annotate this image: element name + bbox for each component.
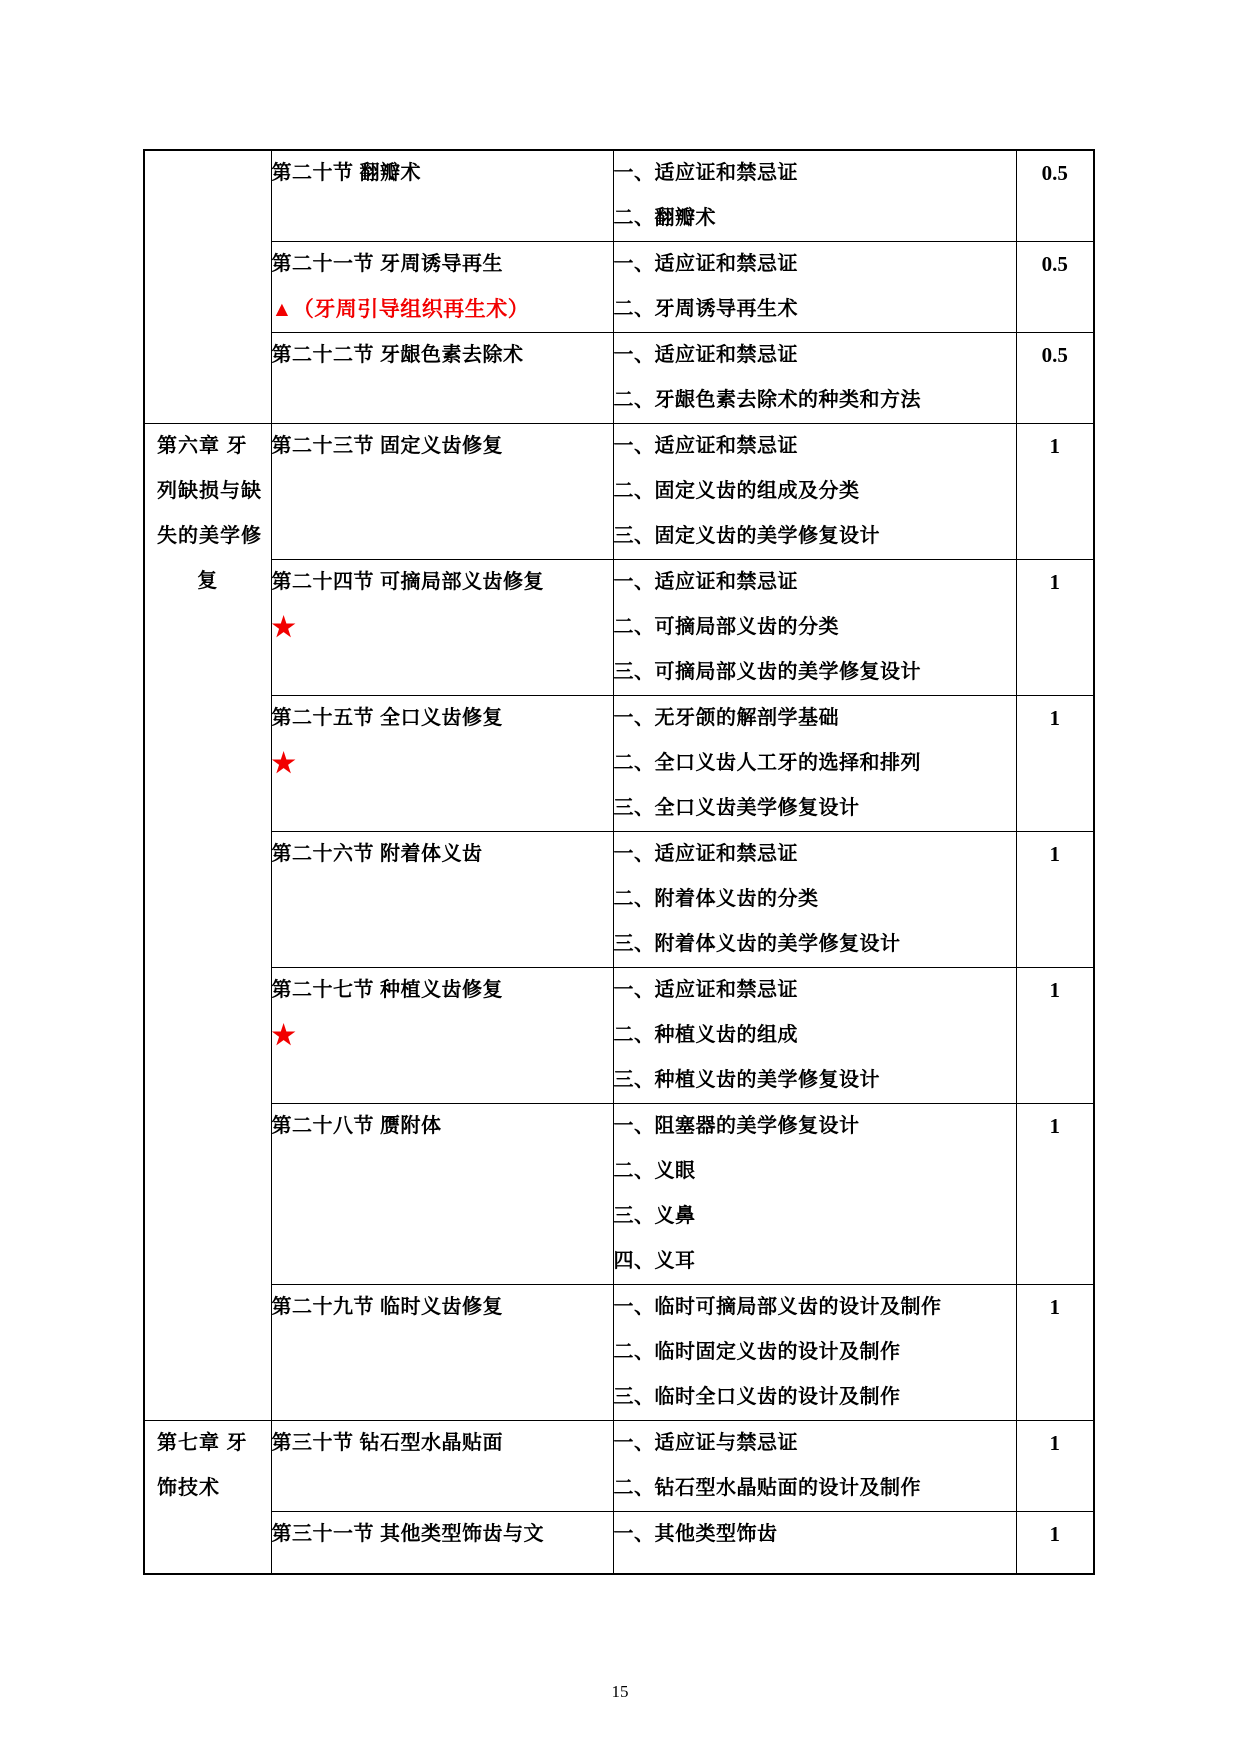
hours-value: 1 bbox=[1049, 706, 1060, 730]
content-item: 三、全口义齿美学修复设计 bbox=[613, 797, 860, 819]
hours-cell bbox=[1016, 1285, 1094, 1421]
content-item: 四、义耳 bbox=[613, 1250, 696, 1272]
chapter-title-line: 第六章 牙 bbox=[157, 435, 248, 457]
content-item: 一、无牙颌的解剖学基础 bbox=[613, 707, 839, 729]
hours-cell bbox=[1016, 696, 1094, 832]
content-item: 一、适应证和禁忌证 bbox=[613, 979, 798, 1001]
hours-value: 1 bbox=[1049, 570, 1060, 594]
hours-value: 1 bbox=[1049, 978, 1060, 1002]
section-title: 第二十三节 固定义齿修复 bbox=[271, 435, 504, 457]
table-row bbox=[144, 424, 1094, 560]
content-item: 二、种植义齿的组成 bbox=[613, 1024, 798, 1046]
content-item: 一、适应证和禁忌证 bbox=[613, 571, 798, 593]
section-cell bbox=[271, 968, 613, 1104]
chapter-cell bbox=[144, 424, 271, 1421]
section-cell bbox=[271, 1512, 613, 1574]
chapter-title-line: 失的美学修 bbox=[157, 525, 262, 547]
content-item: 二、全口义齿人工牙的选择和排列 bbox=[613, 752, 921, 774]
content-item: 一、适应证和禁忌证 bbox=[613, 162, 798, 184]
content-cell bbox=[613, 1421, 1016, 1512]
hours-value: 1 bbox=[1049, 1522, 1060, 1546]
content-cell bbox=[613, 242, 1016, 333]
section-title: 第三十节 钻石型水晶贴面 bbox=[271, 1432, 504, 1454]
table-row bbox=[144, 1104, 1094, 1285]
table-row bbox=[144, 1512, 1094, 1574]
chapter-title-line: 饰技术 bbox=[157, 1477, 220, 1499]
content-item: 二、临时固定义齿的设计及制作 bbox=[613, 1341, 901, 1363]
content-item: 二、义眼 bbox=[613, 1160, 696, 1182]
section-title: 第二十二节 牙龈色素去除术 bbox=[271, 344, 524, 366]
section-cell bbox=[271, 560, 613, 696]
star-icon: ★ bbox=[271, 748, 297, 778]
content-cell bbox=[613, 832, 1016, 968]
content-item: 二、钻石型水晶贴面的设计及制作 bbox=[613, 1477, 921, 1499]
section-title: 第二十六节 附着体义齿 bbox=[271, 843, 483, 865]
table-row bbox=[144, 333, 1094, 424]
content-item: 三、固定义齿的美学修复设计 bbox=[613, 525, 880, 547]
content-item: 三、可摘局部义齿的美学修复设计 bbox=[613, 661, 921, 683]
hours-value: 0.5 bbox=[1041, 161, 1068, 185]
hours-value: 0.5 bbox=[1041, 343, 1068, 367]
section-cell bbox=[271, 424, 613, 560]
table-row bbox=[144, 560, 1094, 696]
content-item: 二、可摘局部义齿的分类 bbox=[613, 616, 839, 638]
hours-cell bbox=[1016, 560, 1094, 696]
section-cell bbox=[271, 1104, 613, 1285]
section-title: 第二十四节 可摘局部义齿修复 bbox=[271, 571, 545, 593]
section-cell bbox=[271, 242, 613, 333]
star-icon: ★ bbox=[271, 612, 297, 642]
content-item: 三、临时全口义齿的设计及制作 bbox=[613, 1386, 901, 1408]
chapter-cell bbox=[144, 1421, 271, 1574]
table-row bbox=[144, 1285, 1094, 1421]
section-title: 第三十一节 其他类型饰齿与文 bbox=[271, 1523, 545, 1545]
hours-value: 1 bbox=[1049, 842, 1060, 866]
star-icon: ★ bbox=[271, 1020, 297, 1050]
content-item: 一、适应证与禁忌证 bbox=[613, 1432, 798, 1454]
hours-cell bbox=[1016, 1421, 1094, 1512]
section-title: 第二十七节 种植义齿修复 bbox=[271, 979, 504, 1001]
section-title: 第二十五节 全口义齿修复 bbox=[271, 707, 504, 729]
triangle-icon: ▲（牙周引导组织再生术） bbox=[271, 298, 530, 321]
content-item: 三、附着体义齿的美学修复设计 bbox=[613, 933, 901, 955]
chapter-title-line: 列缺损与缺 bbox=[157, 480, 262, 502]
table-row bbox=[144, 150, 1094, 242]
chapter-cell bbox=[144, 150, 271, 424]
section-title: 第二十节 翻瓣术 bbox=[271, 162, 422, 184]
page-number: 15 bbox=[611, 1682, 629, 1701]
section-title: 第二十八节 赝附体 bbox=[271, 1115, 442, 1137]
content-cell bbox=[613, 150, 1016, 242]
syllabus-table-body bbox=[144, 150, 1094, 1574]
table-row bbox=[144, 1421, 1094, 1512]
hours-value: 1 bbox=[1049, 1114, 1060, 1138]
section-cell bbox=[271, 1285, 613, 1421]
syllabus-table bbox=[143, 149, 1095, 1575]
table-row bbox=[144, 832, 1094, 968]
section-title: 第二十一节 牙周诱导再生 bbox=[271, 253, 504, 275]
hours-cell bbox=[1016, 1104, 1094, 1285]
content-item: 一、其他类型饰齿 bbox=[613, 1523, 778, 1545]
table-row bbox=[144, 696, 1094, 832]
section-cell bbox=[271, 832, 613, 968]
section-title: 第二十九节 临时义齿修复 bbox=[271, 1296, 504, 1318]
hours-cell bbox=[1016, 832, 1094, 968]
content-item: 三、种植义齿的美学修复设计 bbox=[613, 1069, 880, 1091]
content-item: 一、适应证和禁忌证 bbox=[613, 253, 798, 275]
content-item: 一、适应证和禁忌证 bbox=[613, 435, 798, 457]
content-item: 二、翻瓣术 bbox=[613, 207, 716, 229]
hours-cell bbox=[1016, 968, 1094, 1104]
section-cell bbox=[271, 150, 613, 242]
section-cell bbox=[271, 333, 613, 424]
content-item: 二、牙龈色素去除术的种类和方法 bbox=[613, 389, 921, 411]
chapter-title-line: 复 bbox=[197, 570, 219, 592]
hours-value: 1 bbox=[1049, 434, 1060, 458]
content-item: 一、适应证和禁忌证 bbox=[613, 344, 798, 366]
hours-cell bbox=[1016, 150, 1094, 242]
content-item: 二、附着体义齿的分类 bbox=[613, 888, 819, 910]
hours-value: 0.5 bbox=[1041, 252, 1068, 276]
content-cell bbox=[613, 560, 1016, 696]
content-item: 三、义鼻 bbox=[613, 1205, 696, 1227]
section-cell bbox=[271, 696, 613, 832]
hours-value: 1 bbox=[1049, 1295, 1060, 1319]
hours-cell bbox=[1016, 333, 1094, 424]
hours-cell bbox=[1016, 1512, 1094, 1574]
hours-cell bbox=[1016, 424, 1094, 560]
content-item: 一、适应证和禁忌证 bbox=[613, 843, 798, 865]
content-item: 一、阻塞器的美学修复设计 bbox=[613, 1115, 860, 1137]
section-cell bbox=[271, 1421, 613, 1512]
content-item: 一、临时可摘局部义齿的设计及制作 bbox=[613, 1296, 942, 1318]
content-cell bbox=[613, 1104, 1016, 1285]
table-row bbox=[144, 242, 1094, 333]
content-cell bbox=[613, 333, 1016, 424]
chapter-title-line: 第七章 牙 bbox=[157, 1432, 248, 1454]
content-item: 二、牙周诱导再生术 bbox=[613, 298, 798, 320]
hours-value: 1 bbox=[1049, 1431, 1060, 1455]
content-item: 二、固定义齿的组成及分类 bbox=[613, 480, 860, 502]
content-cell bbox=[613, 696, 1016, 832]
content-cell bbox=[613, 1285, 1016, 1421]
content-cell bbox=[613, 968, 1016, 1104]
table-row bbox=[144, 968, 1094, 1104]
content-cell bbox=[613, 1512, 1016, 1574]
hours-cell bbox=[1016, 242, 1094, 333]
content-cell bbox=[613, 424, 1016, 560]
